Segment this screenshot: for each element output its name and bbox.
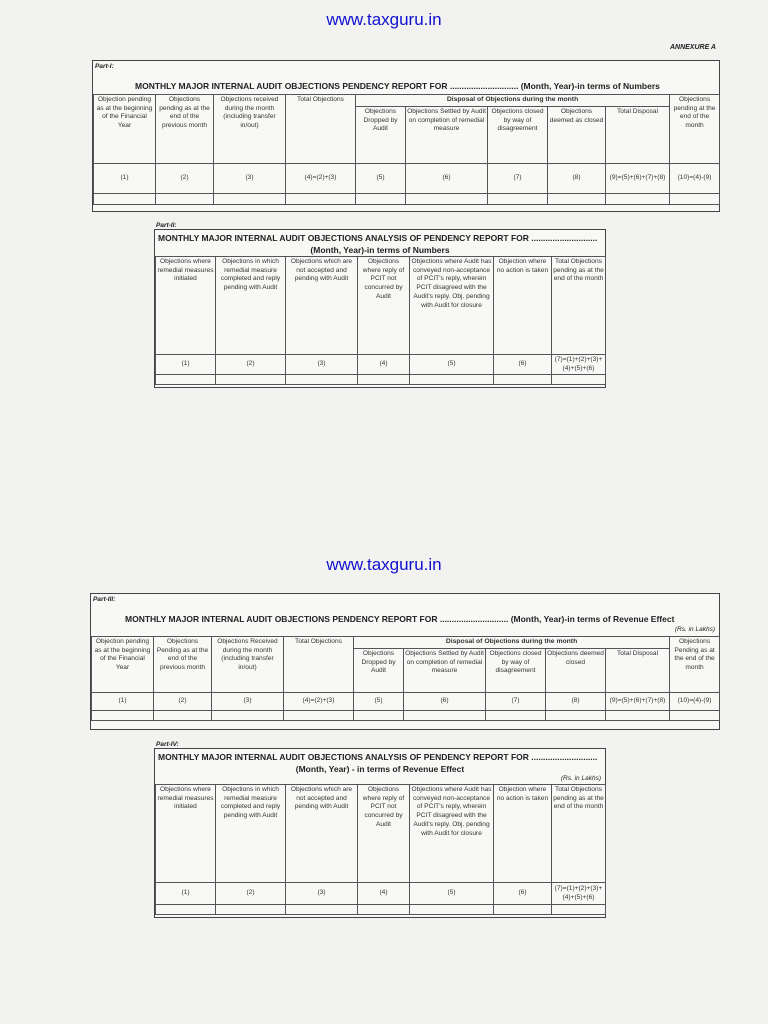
part2-title: MONTHLY MAJOR INTERNAL AUDIT OBJECTIONS ANALYSIS OF PENDENCY REPORT FOR ............................ xyxy=(158,233,598,243)
p1-f6: (6) xyxy=(406,163,488,193)
p1-f10: (10)=(4)-(9) xyxy=(670,163,720,193)
part4-table xyxy=(155,784,606,915)
watermark-mid[interactable]: www.taxguru.in xyxy=(326,555,442,574)
p2-f6: (6) xyxy=(494,355,552,375)
p3-f8: (8) xyxy=(546,692,606,710)
p2-h5: Objections where Audit has conveyed non-acceptance of PCIT's reply, wherein PCIT disagreed with the Audit's reply. Obj. pending with Audit for closure xyxy=(410,257,494,355)
p3-h7: Objections closed by way of disagreement xyxy=(486,648,546,692)
p4-h1: Objections where remedial measures initiated xyxy=(156,785,216,883)
p3-h5: Objections Dropped by Audit xyxy=(354,648,404,692)
p3-h8: Objections deemed closed xyxy=(546,648,606,692)
p3-h2: Objections Pending as at the end of the previous month xyxy=(154,637,212,693)
p1-disposal-header: Disposal of Objections during the month xyxy=(356,95,670,107)
p1-f8: (8) xyxy=(548,163,606,193)
p4-f3: (3) xyxy=(286,883,358,905)
p1-h3: Objections received during the month (including transfer in/out) xyxy=(214,95,286,164)
part1-container xyxy=(92,60,720,212)
part4-title: MONTHLY MAJOR INTERNAL AUDIT OBJECTIONS ANALYSIS OF PENDENCY REPORT FOR ............................ xyxy=(158,752,598,762)
p3-f1: (1) xyxy=(92,692,154,710)
p3-disposal-header: Disposal of Objections during the month xyxy=(354,637,670,649)
p3-h3: Objections Received during the month (including transfer in/out) xyxy=(212,637,284,693)
p2-blank-row[interactable] xyxy=(156,375,606,385)
p2-h6: Objection where no action is taken xyxy=(494,257,552,355)
p3-h4: Total Objections xyxy=(284,637,354,693)
part3-label: Part-III: xyxy=(93,596,116,603)
p2-h7: Total Objections pending as at the end of the month xyxy=(552,257,606,355)
p4-f1: (1) xyxy=(156,883,216,905)
p1-h5: Objections Dropped by Audit xyxy=(356,106,406,163)
part1-title: MONTHLY MAJOR INTERNAL AUDIT OBJECTIONS PENDENCY REPORT FOR ............................. (Month, Year)-in terms of Numbers xyxy=(135,81,660,91)
part2-label: Part-II: xyxy=(156,222,177,229)
p3-h9: Total Disposal xyxy=(606,648,670,692)
part4-container xyxy=(154,748,606,918)
p3-h6: Objections Settled by Audit on completion of remedial measure xyxy=(404,648,486,692)
p4-h7: Total Objections pending as at the end of the month xyxy=(552,785,606,883)
p3-f2: (2) xyxy=(154,692,212,710)
part4-rs: (Rs. in Lakhs) xyxy=(560,775,601,782)
p1-h6: Objections Settled by Audit on completion of remedial measure xyxy=(406,106,488,163)
p1-f1: (1) xyxy=(94,163,156,193)
p2-h4: Objections where reply of PCIT not concurred by Audit xyxy=(358,257,410,355)
p4-f7: (7)=(1)+(2)+(3)+(4)+(5)+(6) xyxy=(552,883,606,905)
part1-label: Part-I: xyxy=(95,63,114,70)
annexure-label: ANNEXURE A xyxy=(669,44,716,51)
p1-f4: (4)=(2)+(3) xyxy=(286,163,356,193)
part1-table xyxy=(93,94,720,205)
p3-f7: (7) xyxy=(486,692,546,710)
p2-f4: (4) xyxy=(358,355,410,375)
p1-f3: (3) xyxy=(214,163,286,193)
p3-f6: (6) xyxy=(404,692,486,710)
p1-h4: Total Objections xyxy=(286,95,356,164)
p2-f7: (7)=(1)+(2)+(3)+(4)+(5)+(6) xyxy=(552,355,606,375)
p2-f2: (2) xyxy=(216,355,286,375)
part3-rs: (Rs. in Lakhs) xyxy=(674,626,715,633)
p3-blank-row[interactable] xyxy=(92,710,720,720)
p2-h2: Objections in which remedial measure completed and reply pending with Audit xyxy=(216,257,286,355)
p2-f3: (3) xyxy=(286,355,358,375)
p3-f3: (3) xyxy=(212,692,284,710)
p4-h5: Objections where Audit has conveyed non-acceptance of PCIT's reply, wherein PCIT disagreed with the Audit's reply. Obj. pending with Audit for closure xyxy=(410,785,494,883)
p1-h7: Objections closed by way of disagreement xyxy=(488,106,548,163)
p4-f5: (5) xyxy=(410,883,494,905)
p1-f9: (9)=(5)+(6)+(7)+(8) xyxy=(606,163,670,193)
part2-container xyxy=(154,229,606,388)
p1-h10: Objections pending at the end of the month xyxy=(670,95,720,164)
p3-f4: (4)=(2)+(3) xyxy=(284,692,354,710)
p1-h9: Total Disposal xyxy=(606,106,670,163)
p2-f1: (1) xyxy=(156,355,216,375)
p4-h6: Objection where no action is taken xyxy=(494,785,552,883)
p3-f9: (9)=(5)+(6)+(7)+(8) xyxy=(606,692,670,710)
p3-h1: Objection pending as at the beginning of the Financial Year xyxy=(92,637,154,693)
p1-f5: (5) xyxy=(356,163,406,193)
watermark-top[interactable]: www.taxguru.in xyxy=(326,10,442,29)
p4-blank-row[interactable] xyxy=(156,905,606,915)
p1-h8: Objections deemed as closed xyxy=(548,106,606,163)
p4-h4: Objections where reply of PCIT not concurred by Audit xyxy=(358,785,410,883)
p4-h3: Objections which are not accepted and pending with Audit xyxy=(286,785,358,883)
part4-label: Part-IV: xyxy=(156,741,179,748)
p1-blank-row[interactable] xyxy=(94,193,720,204)
p1-h1: Objection pending as at the beginning of the Financial Year xyxy=(94,95,156,164)
part2-title-line2: (Month, Year)-in terms of Numbers xyxy=(310,245,450,255)
p4-f2: (2) xyxy=(216,883,286,905)
p1-f2: (2) xyxy=(156,163,214,193)
part2-table xyxy=(155,256,606,385)
p3-f5: (5) xyxy=(354,692,404,710)
p1-h2: Objections pending as at the end of the previous month xyxy=(156,95,214,164)
p2-h1: Objections where remedial measures initiated xyxy=(156,257,216,355)
part4-title-line2: (Month, Year) - in terms of Revenue Effect xyxy=(295,764,465,774)
p2-f5: (5) xyxy=(410,355,494,375)
part3-title: MONTHLY MAJOR INTERNAL AUDIT OBJECTIONS PENDENCY REPORT FOR ............................. (Month, Year)-in terms of Revenue Effect xyxy=(125,614,675,624)
p2-h3: Objections which are not accepted and pending with Audit xyxy=(286,257,358,355)
p1-f7: (7) xyxy=(488,163,548,193)
part3-container xyxy=(90,593,720,730)
p3-h10: Objections Pending as at the end of the month xyxy=(670,637,720,693)
p4-h2: Objections in which remedial measure completed and reply pending with Audit xyxy=(216,785,286,883)
p3-f10: (10)=(4)-(9) xyxy=(670,692,720,710)
p4-f4: (4) xyxy=(358,883,410,905)
part3-table xyxy=(91,636,720,721)
p4-f6: (6) xyxy=(494,883,552,905)
